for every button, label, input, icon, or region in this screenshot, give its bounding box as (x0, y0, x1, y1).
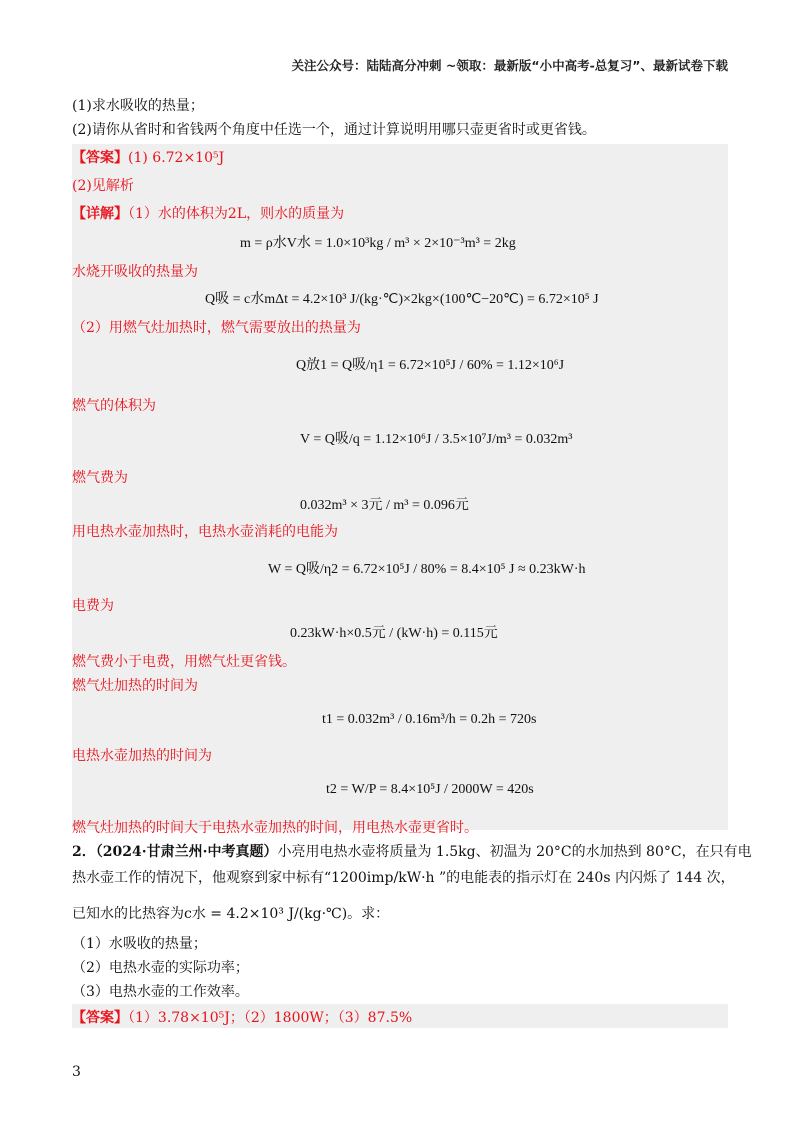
detail-tag: 【详解】 (72, 206, 128, 222)
detail-intro: （1）水的体积为2L，则水的质量为 (128, 206, 345, 222)
equation-elec-cost: 0.23kW·h×0.5元 / (kW·h) = 0.115元 (290, 626, 498, 641)
q2-part1: （1）水吸收的热量； (72, 936, 207, 952)
equation-gas-time: t1 = 0.032m³ / 0.16m³/h = 0.2h = 720s (322, 712, 537, 727)
equation-gas-heat: Q放1 = Q吸/η1 = 6.72×10⁵J / 60% = 1.12×10⁶J (296, 358, 565, 373)
equation-heat: Q吸 = c水mΔt = 4.2×10³ J/(kg·℃)×2kg×(100℃−20℃) = 6.72×10⁵ J (205, 292, 599, 307)
gas-volume-label: 燃气的体积为 (72, 398, 156, 414)
q2-stem1: 小亮用电热水壶将质量为 1.5kg、初温为 20°C的水加热到 80°C，在只有电 (277, 844, 752, 860)
q2-stem3: 已知水的比热容为c水 = 4.2×10³ J/(kg·℃)。求： (72, 906, 390, 922)
gas-time-label: 燃气灶加热的时间为 (72, 678, 198, 694)
equation-kettle-energy: W = Q吸/η2 = 6.72×10⁵J / 80% = 8.4×10⁵ J ≈ 0.23kW·h (268, 562, 586, 577)
q2-part2: （2）电热水壶的实际功率； (72, 960, 249, 976)
page-number: 3 (72, 1064, 81, 1080)
q1-answer-line (72, 148, 224, 168)
gas-cost-label: 燃气费为 (72, 470, 128, 486)
q2-stem-line1 (72, 842, 752, 862)
cost-conclusion: 燃气费小于电费，用燃气灶更省钱。 (72, 654, 296, 670)
elec-cost-label: 电费为 (72, 598, 114, 614)
q2-answer: （1）3.78×10⁵J；（2）1800W；（3）87.5% (128, 1010, 413, 1026)
equation-kettle-time: t2 = W/P = 8.4×10⁵J / 2000W = 420s (326, 782, 534, 797)
answer-1: (1) 6.72×10⁵J (128, 150, 225, 166)
gas-heat-label: （2）用燃气灶加热时，燃气需要放出的热量为 (72, 320, 361, 336)
answer-tag: 【答案】 (72, 150, 128, 166)
equation-mass: m = ρ水V水 = 1.0×10³kg / m³ × 2×10⁻³m³ = 2kg (240, 236, 516, 251)
heat-label: 水烧开吸收的热量为 (72, 264, 198, 280)
equation-gas-cost: 0.032m³ × 3元 / m³ = 0.096元 (300, 498, 469, 513)
q2-part3: （3）电热水壶的工作效率。 (72, 984, 249, 1000)
q2-answer-tag: 【答案】 (72, 1010, 128, 1026)
q1-part1: (1)求水吸收的热量； (72, 98, 204, 114)
answer-2: (2)见解析 (72, 178, 134, 194)
kettle-time-label: 电热水壶加热的时间为 (72, 748, 212, 764)
equation-gas-volume: V = Q吸/q = 1.12×10⁶J / 3.5×10⁷J/m³ = 0.032m³ (300, 432, 573, 447)
q2-answer-line (72, 1008, 412, 1028)
detail-line (72, 204, 344, 224)
q2-stem2: 热水壶工作的情况下，他观察到家中标有“1200imp/kW·h ”的电能表的指示灯在 240s 内闪烁了 144 次， (72, 870, 735, 886)
time-conclusion: 燃气灶加热的时间大于电热水壶加热的时间，用电热水壶更省时。 (72, 820, 478, 836)
kettle-energy-label: 用电热水壶加热时，电热水壶消耗的电能为 (72, 524, 338, 540)
q1-part2: (2)请你从省时和省钱两个角度中任选一个，通过计算说明用哪只壶更省时或更省钱。 (72, 122, 596, 138)
page-header: 关注公众号：陆陆高分冲刺 ~领取：最新版“小中高考-总复习”、最新试卷下载 (291, 58, 728, 73)
q2-number: 2． (72, 844, 96, 860)
q2-source: （2024·甘肃兰州·中考真题） (95, 844, 278, 860)
